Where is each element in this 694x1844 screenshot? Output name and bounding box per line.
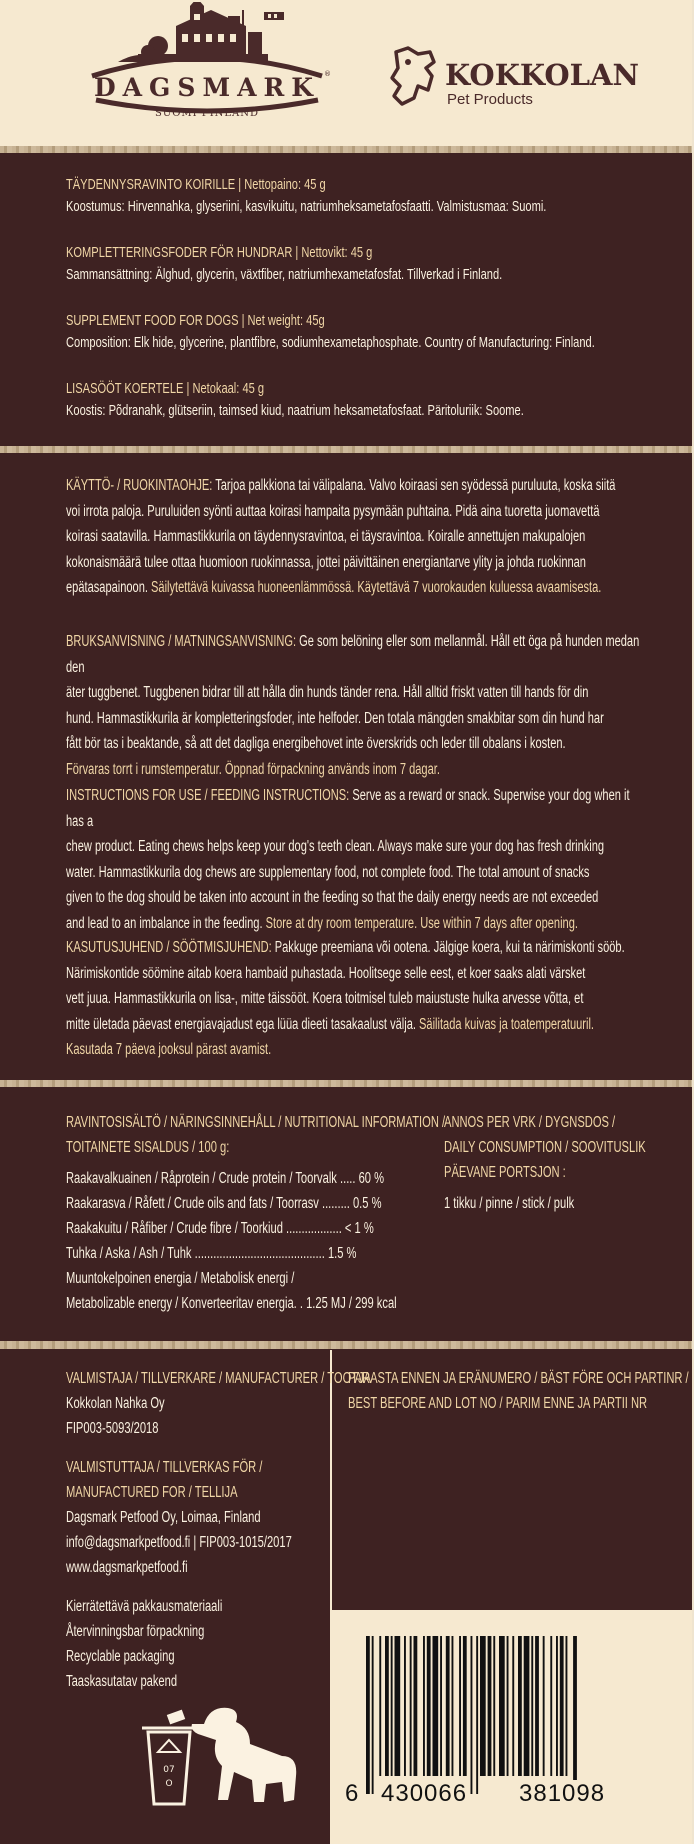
barcode-bar — [476, 1636, 478, 1794]
barcode-bar — [512, 1636, 514, 1776]
usage-en — [66, 783, 645, 937]
barcode-bar — [366, 1636, 370, 1794]
best-before-title: BEST BEFORE AND LOT NO / PARIM ENNE JA PARTII NR — [348, 1395, 648, 1412]
usage-line: voi irrota paloja. Puruluiden syönti auttaa koirasi hampaita pysymään puhtaina. Pidä aina tuoretta juomavettä — [66, 502, 600, 520]
composition-fi — [66, 174, 643, 218]
dagsmark-name: DAGSMARK — [93, 73, 321, 102]
nutrition-row: Tuhka / Aska / Ash / Tuhk .......................................... 1.5 % — [66, 1245, 357, 1262]
usage-line: chew product. Eating chews helps keep your dog's teeth clean. Always make sure your dog has fresh drinking — [66, 838, 605, 856]
barcode-bar — [452, 1636, 454, 1776]
manufactured-for-title: VALMISTUTTAJA / TILLVERKAS FÖR / — [66, 1459, 263, 1476]
kokkolan-logo — [388, 46, 639, 116]
barcode-bar — [518, 1636, 522, 1776]
manufactured-for-title: MANUFACTURED FOR / TELLIJA — [66, 1484, 238, 1501]
nutrition-table — [66, 1110, 445, 1316]
separator — [0, 1080, 692, 1087]
barcode-digits-left: 430066 — [378, 1780, 470, 1808]
storage-note: Säilytettävä kuivassa huoneenlämmössä. Käytettävä 7 vuorokauden kuluessa avaamisesta. — [151, 579, 602, 597]
barcode-bar — [404, 1636, 406, 1776]
composition-title: LISASÖÖT KOERTELE | Netokaal: 45 g — [66, 380, 265, 397]
manufactured-for-contact: info@dagsmarkpetfood.fi | FIP003-1015/2017 — [66, 1534, 292, 1551]
composition-title: SUPPLEMENT FOOD FOR DOGS | Net weight: 45g — [66, 312, 325, 329]
usage-heading: KÄYTTÖ- / RUOKINTAOHJE: — [66, 477, 213, 494]
barcode-bar — [480, 1636, 486, 1776]
usage-line: mitte ületada päevast energiavajadust ega lüüa dieeti tasakaalust välja. — [66, 1015, 420, 1033]
daily-dose — [444, 1110, 646, 1216]
usage-et — [66, 935, 645, 1063]
composition-title: KOMPLETTERINGSFODER FÖR HUNDRAR | Nettovikt: 45 g — [66, 244, 373, 261]
nutrition-row: Raakakuitu / Råfiber / Crude fibre / Toorkiud .................. < 1 % — [66, 1220, 374, 1237]
barcode-bar — [573, 1636, 577, 1794]
best-before-title: PARASTA ENNEN JA ERÄNUMERO / BÄST FÖRE OCH PARTINR / — [348, 1370, 689, 1387]
recycle-dog-icon — [132, 1700, 302, 1810]
barcode-bar — [507, 1636, 509, 1776]
barcode-bar — [391, 1636, 393, 1776]
barcode — [362, 1636, 624, 1796]
barcode-bar — [560, 1636, 564, 1776]
nutrition-title: RAVINTOSISÄLTÖ / NÄRINGSINNEHÅLL / NUTRITIONAL INFORMATION / — [66, 1114, 446, 1131]
composition-sv — [66, 242, 643, 286]
usage-heading: INSTRUCTIONS FOR USE / FEEDING INSTRUCTIONS: — [66, 787, 350, 804]
composition-en — [66, 310, 643, 354]
barcode-bar — [550, 1636, 552, 1776]
usage-heading: BRUKSANVISNING / MATNINGSANVISNING: — [66, 633, 297, 650]
barcode-digits-right: 381098 — [516, 1780, 608, 1808]
recycle-text: Taaskasutatav pakend — [66, 1673, 178, 1690]
barcode-bar — [395, 1636, 401, 1776]
storage-note: Kasutada 7 päeva jooksul pärast avamist. — [66, 1041, 272, 1059]
barcode-bar — [446, 1636, 450, 1776]
barcode-bar — [459, 1636, 461, 1776]
usage-fi — [66, 473, 645, 601]
storage-note: Förvaras torrt i rumstemperatur. Öppnad förpackning används inom 7 dagar. — [66, 760, 440, 778]
separator — [0, 146, 692, 153]
usage-line: Pakkuge preemiana või ootena. Jälgige koera, kui ta närimiskonti sööb. — [271, 939, 625, 956]
recycle-code: 07 — [163, 1765, 175, 1775]
manufacturer-name: Kokkolan Nahka Oy — [66, 1395, 165, 1412]
composition-et — [66, 378, 643, 422]
dagsmark-logo — [78, 2, 336, 120]
recycle-text: Recyclable packaging — [66, 1648, 175, 1665]
svg-text:®: ® — [324, 70, 331, 78]
usage-line: Närimiskontide söömine aitab koera hambaid puhastada. Hoolitsege selle eest, et koer saaks alati värsket — [66, 964, 586, 982]
dose-title: ANNOS PER VRK / DYGNSDOS / — [444, 1114, 616, 1131]
recycle-text: Återvinningsbar förpackning — [66, 1623, 205, 1640]
barcode-bar — [566, 1636, 568, 1776]
barcode-bar — [535, 1636, 539, 1776]
kokkolan-name: KOKKOLAN — [445, 58, 639, 92]
usage-sv — [66, 629, 645, 783]
dose-value: 1 tikku / pinne / stick / pulk — [444, 1195, 575, 1212]
usage-line: Serve as a reward or snack. Superwise your dog when it has a — [66, 787, 630, 830]
barcode-bar — [556, 1636, 558, 1776]
barcode-bar — [524, 1636, 530, 1776]
manufacturer-title: VALMISTAJA / TILLVERKARE / MANUFACTURER / TOOTJA — [66, 1370, 372, 1387]
usage-line: fått bör tas i beaktande, så att det dagliga energibehovet inte överskrids och leder till obalans i kosten. — [66, 735, 566, 753]
usage-line: koirasi saatavilla. Hammastikkurila on täydennysravintoa, ei täysravintoa. Koiralle annettujen makupalojen — [66, 528, 586, 546]
usage-line: and lead to an imbalance in the feeding. — [66, 914, 266, 932]
dagsmark-subtitle: SUOMI FINLAND — [154, 108, 260, 119]
barcode-bar — [488, 1636, 492, 1776]
barcode-bar — [423, 1636, 425, 1776]
website-link: www.dagsmarkpetfood.fi — [66, 1559, 188, 1576]
usage-line: kokonaismäärä tulee ottaa huomioon ruokinnassa, jottei päivittäinen energiantarve ylity ja johda ruokinnan — [66, 553, 586, 571]
storage-note: Säilitada kuivas ja toatemperatuuril. — [419, 1015, 594, 1033]
recycle-letter: O — [165, 1779, 173, 1789]
barcode-bar — [493, 1636, 495, 1776]
usage-line: Tarjoa palkkiona tai välipalana. Valvo koiraasi sen syödessä puruluuta, koska siitä — [212, 477, 616, 494]
nutrition-row: Muuntokelpoinen energia / Metabolisk energi / — [66, 1270, 295, 1287]
best-before-info — [348, 1366, 689, 1416]
usage-line: hund. Hammastikkurila är kompletteringsfoder, inte helfoder. Den totala mängden smakbitar som din hund har — [66, 709, 604, 727]
kokkolan-dog-icon — [388, 46, 440, 110]
separator — [0, 446, 692, 453]
barcode-bar — [531, 1636, 533, 1776]
nutrition-row: Raakavalkuainen / Råprotein / Crude protein / Toorvalk ..... 60 % — [66, 1170, 385, 1187]
usage-line: water. Hammastikkurila dog chews are supplementary food, not complete food. The total amount of snacks — [66, 863, 590, 881]
composition-body: Composition: Elk hide, glycerine, plantfibre, sodiumhexametaphosphate. Country of Manufacturing: Finland. — [66, 334, 595, 351]
manufacturer-code: FIP003-5093/2018 — [66, 1420, 159, 1437]
barcode-bar — [385, 1636, 389, 1776]
composition-body: Koostumus: Hirvennahka, glyseriini, kasvikuitu, natriumheksametafosfaatti. Valmistusmaa: Suomi. — [66, 198, 547, 215]
barcode-bar — [543, 1636, 545, 1776]
nutrition-row: Metabolizable energy / Konverteeritav energia. . 1.25 MJ / 299 kcal — [66, 1295, 397, 1312]
usage-heading: KASUTUSJUHEND / SÖÖTMISJUHEND: — [66, 939, 272, 956]
dose-title: PÄEVANE PORTSJON : — [444, 1164, 566, 1181]
nutrition-title: TOITAINETE SISALDUS / 100 g: — [66, 1139, 230, 1156]
composition-body: Koostis: Põdranahk, glütseriin, taimsed kiud, naatrium heksametafosfaat. Päritoluriik: Soome. — [66, 402, 524, 419]
recycle-text: Kierrätettävä pakkausmateriaali — [66, 1598, 223, 1615]
manufacturer-info — [66, 1366, 371, 1694]
barcode-bar — [379, 1636, 381, 1776]
barcode-bar — [414, 1636, 418, 1776]
storage-note: Store at dry room temperature. Use within 7 days after opening. — [265, 914, 578, 932]
header-band — [0, 0, 692, 146]
kokkolan-subtitle: Pet Products — [447, 91, 533, 108]
nutrition-row: Raakarasva / Råfett / Crude oils and fats / Toorrasv ......... 0.5 % — [66, 1195, 382, 1212]
usage-line: äter tuggbenet. Tuggbenen bidrar till att hålla din hunds tänder rena. Håll alltid friskt vatten till hands för din — [66, 684, 589, 702]
usage-line: vett juua. Hammastikkurila on lisa-, mitte täissööt. Koera toitmisel tuleb maiustuste hulka arvesse võtta, et — [66, 990, 584, 1008]
barcode-bar — [471, 1636, 473, 1794]
separator — [0, 1341, 692, 1349]
barcode-bar — [433, 1636, 439, 1776]
barcode-digit-prefix: 6 — [342, 1780, 361, 1808]
barcode-bar — [463, 1636, 467, 1776]
barcode-bar — [372, 1636, 374, 1794]
usage-line: epätasapainoon. — [66, 579, 152, 597]
dose-title: DAILY CONSUMPTION / SOOVITUSLIK — [444, 1139, 646, 1156]
composition-body: Sammansättning: Älghud, glycerin, växtfiber, natriumhexametafosfat. Tillverkad i Finland. — [66, 266, 503, 283]
barcode-bar — [499, 1636, 505, 1776]
barcode-bar — [410, 1636, 412, 1776]
barcode-bar — [427, 1636, 431, 1776]
usage-line: given to the dog should be taken into account in the feeding so that the daily energy needs are not exceeded — [66, 889, 599, 907]
usage-line: Ge som belöning eller som mellanmål. Håll ett öga på hunden medan den — [66, 633, 640, 676]
barcode-bar — [440, 1636, 442, 1776]
manufactured-for-name: Dagsmark Petfood Oy, Loimaa, Finland — [66, 1509, 261, 1526]
composition-title: TÄYDENNYSRAVINTO KOIRILLE | Nettopaino: 45 g — [66, 176, 326, 193]
